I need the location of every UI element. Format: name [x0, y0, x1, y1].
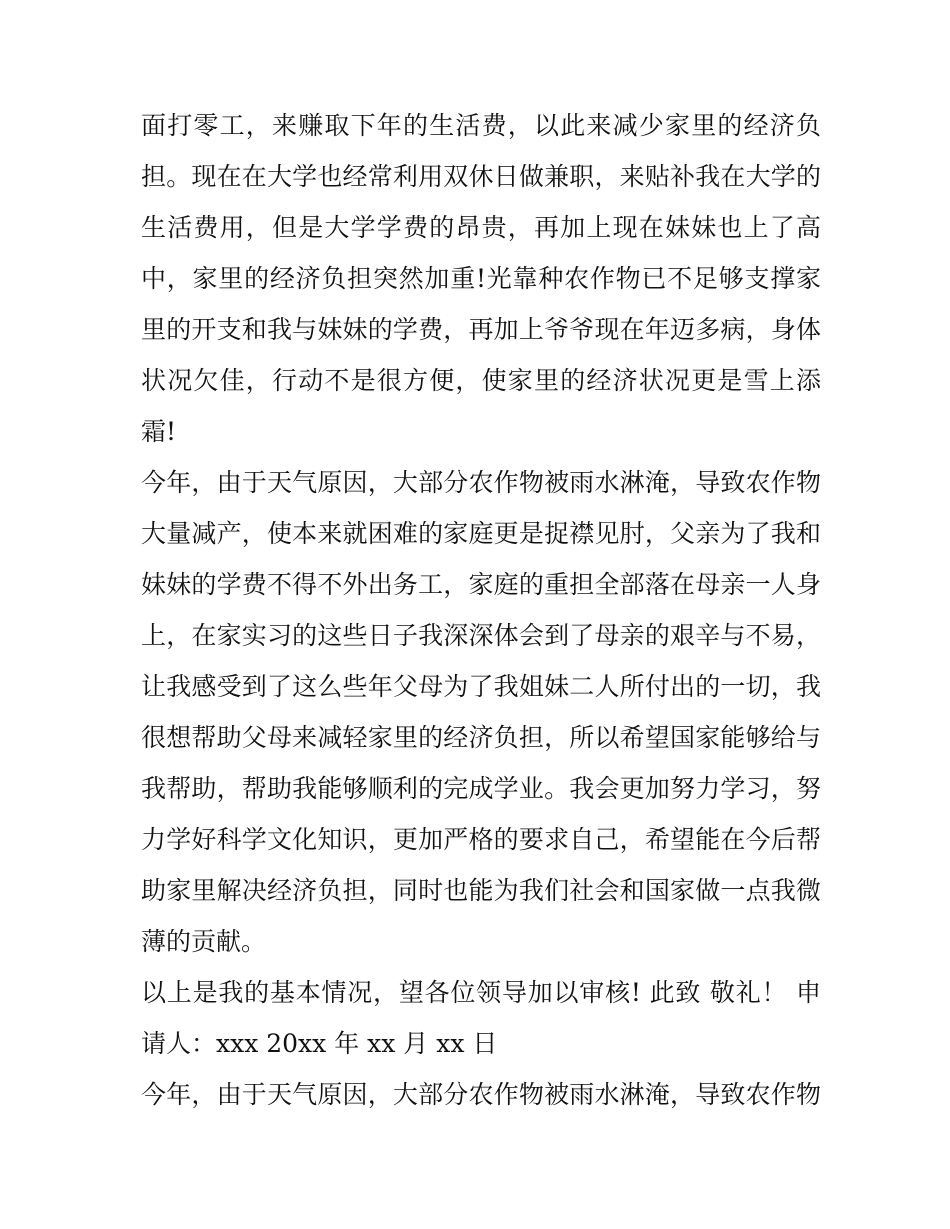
text-line: 很想帮助父母来减轻家里的经济负担，所以希望国家能够给与: [141, 723, 821, 752]
text-line: 担。现在在大学也经常利用双休日做兼职，来贴补我在大学的: [141, 162, 821, 191]
document-body: [141, 100, 821, 1120]
text-line: 面打零工，来赚取下年的生活费，以此来减少家里的经济负: [141, 111, 821, 140]
text-line: 大量减产，使本来就困难的家庭更是捉襟见肘，父亲为了我和: [141, 519, 821, 548]
text-line: 让我感受到了这么些年父母为了我姐妹二人所付出的一切，我: [141, 672, 821, 701]
text-line: 今年，由于天气原因，大部分农作物被雨水淋淹，导致农作物: [141, 468, 821, 497]
text-line: 今年，由于天气原因，大部分农作物被雨水淋淹，导致农作物: [141, 1080, 821, 1109]
text-line: 中，家里的经济负担突然加重!光靠种农作物已不足够支撑家: [141, 264, 821, 293]
text-line: 状况欠佳，行动不是很方便，使家里的经济状况更是雪上添: [141, 366, 821, 395]
text-line: 妹妹的学费不得不外出务工，家庭的重担全部落在母亲一人身: [141, 570, 821, 599]
text-line: 生活费用，但是大学学费的昂贵，再加上现在妹妹也上了高: [141, 213, 821, 242]
text-line: 霜!: [141, 417, 177, 446]
text-line: 里的开支和我与妹妹的学费，再加上爷爷现在年迈多病，身体: [141, 315, 821, 344]
text-line: 我帮助，帮助我能够顺利的完成学业。我会更加努力学习，努: [141, 774, 821, 803]
text-line: 薄的贡献。: [141, 927, 267, 956]
text-line: 助家里解决经济负担，同时也能为我们社会和国家做一点我微: [141, 876, 821, 905]
text-line: 以上是我的基本情况，望各位领导加以审核! 此致 敬礼！ 申: [141, 978, 821, 1007]
text-line: 力学好科学文化知识，更加严格的要求自己，希望能在今后帮: [141, 825, 821, 854]
text-line: 请人：xxx 20xx 年 xx 月 xx 日: [141, 1029, 498, 1058]
text-line: 上，在家实习的这些日子我深深体会到了母亲的艰辛与不易，: [141, 621, 821, 650]
